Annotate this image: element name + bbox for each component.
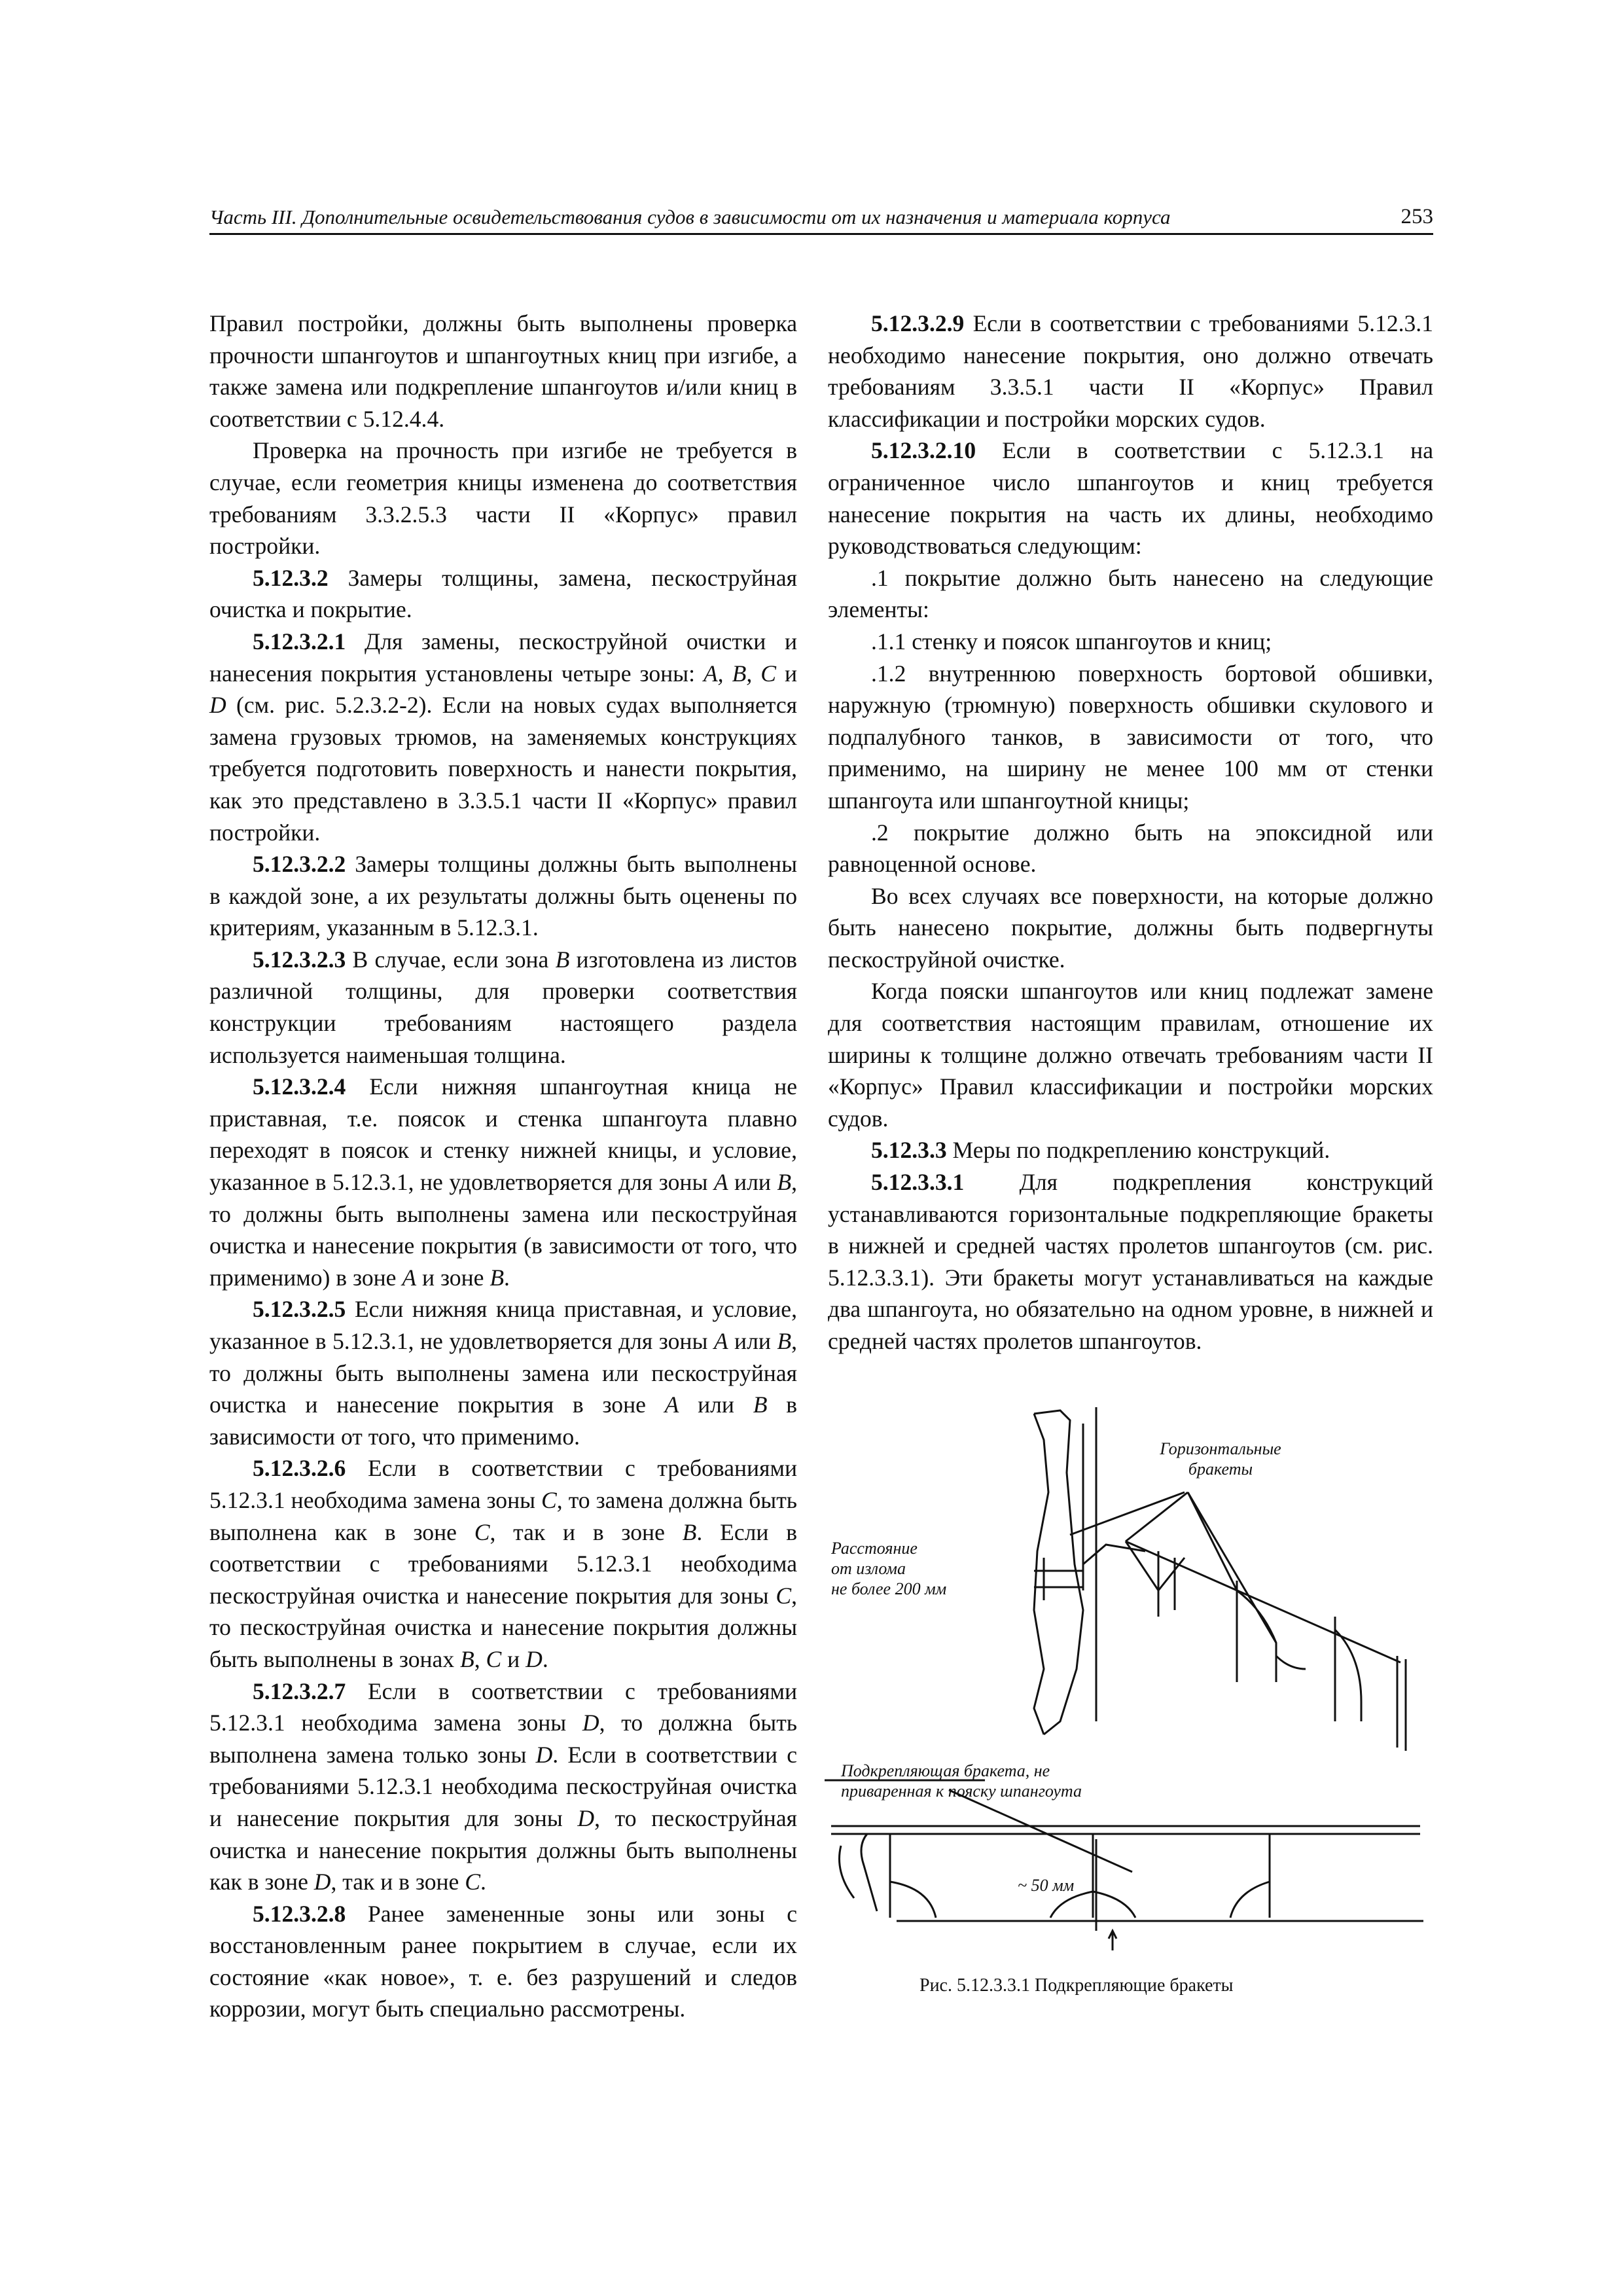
paragraph: 5.12.3.2.7 Если в соответствии с требованиями 5.12.3.1 необходима замена зоны D, то должна быть выполнена замена только зоны D. Если в соответствии с требованиями 5.12.3.1 необходима пескоструйная очистка и нанесение покрытия для зоны D, то пескоструйная очистка и нанесение покрытия должны быть выполнены как в зоне D, так и в зоне C. xyxy=(209,1677,797,1895)
section-number: 5.12.3.2.5 xyxy=(253,1296,346,1323)
paragraph: 5.12.3.3.1 Для подкрепления конструкций устанавливаются горизонтальные подкрепляющие бракеты в нижней и средней частях пролетов шпангоутов (см. рис. 5.12.3.3.1). Эти бракеты могут устанавливаться на каждые два шпангоута, но обязательно на одном уровне, в нижней и средней частях пролетов шпангоутов. xyxy=(828,1169,1433,1354)
list-item: .1.1 стенку и поясок шпангоутов и книц; xyxy=(871,628,1272,655)
label-horizontal-brackets: Горизонтальные бракеты xyxy=(1160,1439,1281,1479)
paragraph: Когда пояски шпангоутов или книц подлежат замене для соответствия настоящим правилам, отношение их ширины к толщине должно отвечать требованиям части II «Корпус» Правил классификации и постройки морских судов. xyxy=(828,978,1433,1132)
section-number: 5.12.3.2.4 xyxy=(253,1073,346,1100)
section-number: 5.12.3.3.1 xyxy=(871,1169,965,1196)
paragraph: 5.12.3.3 Меры по подкреплению конструкций. xyxy=(871,1137,1330,1164)
paragraph: Проверка на прочность при изгибе не требуется в случае, если геометрия кницы изменена до соответствия требованиям 3.3.2.5.3 части II «Корпус» правил постройки. xyxy=(209,437,797,560)
paragraph: 5.12.3.2.2 Замеры толщины должны быть выполнены в каждой зоне, а их результаты должны быть оценены по критериям, указанным в 5.12.3.1. xyxy=(209,851,797,941)
section-number: 5.12.3.2 xyxy=(253,564,329,591)
section-number: 5.12.3.2.9 xyxy=(871,310,965,336)
paragraph: 5.12.3.2.10 Если в соответствии с 5.12.3.1 на ограниченное число шпангоутов и книц требуется нанесение покрытия на часть их длины, необходимо руководствоваться следующим: xyxy=(828,437,1433,560)
paragraph: 5.12.3.2.1 Для замены, пескоструйной очистки и нанесения покрытия установлены четыре зоны: A, B, C и D (см. рис. 5.2.3.2-2). Если на новых судах выполняется замена грузовых трюмов, на заменяемых конструкциях требуется подготовить поверхность и нанести покрытия, как это представлено в 3.3.5.1 части II «Корпус» правил постройки. xyxy=(209,628,797,846)
label-support-bracket: Подкрепляющая бракета, не приваренная к пояску шпангоута xyxy=(841,1761,1082,1801)
list-item: .1.2 внутреннюю поверхность бортовой обшивки, наружную (трюмную) поверхность обшивки скулового и подпалубного танков, в зависимости от того, что применимо, на ширину не менее 100 мм от стенки шпангоута или шпангоутной кницы; xyxy=(828,660,1433,814)
label-dimension: ~ 50 мм xyxy=(1018,1876,1075,1895)
paragraph: 5.12.3.2.8 Ранее замененные зоны или зоны с восстановленным ранее покрытием в случае, если их состояние «как новое», т. е. без разрушений и следов коррозии, могут быть специально рассмотрены. xyxy=(209,1900,797,2022)
right-column xyxy=(828,308,1433,1357)
figure-caption: Рис. 5.12.3.3.1 Подкрепляющие бракеты xyxy=(919,1975,1234,1996)
running-header xyxy=(209,196,1433,235)
section-number: 5.12.3.3 xyxy=(871,1137,947,1164)
bracket-drawing xyxy=(818,1394,1433,1983)
paragraph: 5.12.3.2 Замеры толщины, замена, пескоструйная очистка и покрытие. xyxy=(209,564,797,623)
paragraph: 5.12.3.2.4 Если нижняя шпангоутная кница не приставная, т.е. поясок и стенка шпангоута плавно переходят в поясок и стенку нижней кницы, и условие, указанное в 5.12.3.1, не удовлетворяется для зоны A или B, то должны быть выполнены замена или пескоструйная очистка и нанесение покрытия (в зависимости от того, что применимо) в зоне A и зоне B. xyxy=(209,1073,798,1291)
section-number: 5.12.3.2.10 xyxy=(871,437,976,464)
section-number: 5.12.3.2.2 xyxy=(253,851,346,878)
paragraph: 5.12.3.2.9 Если в соответствии с требованиями 5.12.3.1 необходимо нанесение покрытия, оно должно отвечать требованиям 3.3.5.1 части II «Корпус» Правил классификации и постройки морских судов. xyxy=(828,310,1433,432)
paragraph: 5.12.3.2.3 В случае, если зона B изготовлена из листов различной толщины, для проверки соответствия конструкции требованиям настоящего раздела используется наименьшая толщина. xyxy=(209,946,797,1068)
list-item: .2 покрытие должно быть на эпоксидной или равноценной основе. xyxy=(828,819,1433,878)
section-number: 5.12.3.2.1 xyxy=(253,628,346,655)
section-number: 5.12.3.2.6 xyxy=(253,1455,346,1482)
header-title: Часть III. Дополнительные освидетельствования судов в зависимости от их назначения и материала корпуса xyxy=(209,206,1171,228)
figure-reinforcing-brackets xyxy=(818,1394,1433,2003)
left-column xyxy=(209,308,797,2025)
page-number: 253 xyxy=(1400,205,1433,228)
label-distance: Расстояние от излома не более 200 мм xyxy=(831,1539,947,1598)
section-number: 5.12.3.2.7 xyxy=(253,1677,346,1704)
paragraph: Во всех случаях все поверхности, на которые должно быть нанесено покрытие, должны быть подвергнуты пескоструйной очистке. xyxy=(828,882,1433,973)
section-number: 5.12.3.2.8 xyxy=(253,1900,346,1927)
list-item: .1 покрытие должно быть нанесено на следующие элементы: xyxy=(828,564,1433,623)
section-number: 5.12.3.2.3 xyxy=(253,946,346,973)
paragraph: 5.12.3.2.6 Если в соответствии с требованиями 5.12.3.1 необходима замена зоны C, то замена должна быть выполнена как в зоне C, так и в зоне B. Если в соответствии с требованиями 5.12.3.1 необходима пескоструйная очистка и нанесение покрытия для зоны C, то пескоструйная очистка и нанесение покрытия должны быть выполнены в зонах B, C и D. xyxy=(209,1455,797,1672)
paragraph: Правил постройки, должны быть выполнены проверка прочности шпангоутов и шпангоутных книц при изгибе, а также замена или подкрепление шпангоутов и/или книц в соответствии с 5.12.4.4. xyxy=(209,310,797,432)
paragraph: 5.12.3.2.5 Если нижняя кница приставная, и условие, указанное в 5.12.3.1, не удовлетворяется для зоны A или B, то должны быть выполнены замена или пескоструйная очистка и нанесение покрытия в зоне A или B в зависимости от того, что применимо. xyxy=(209,1296,798,1450)
